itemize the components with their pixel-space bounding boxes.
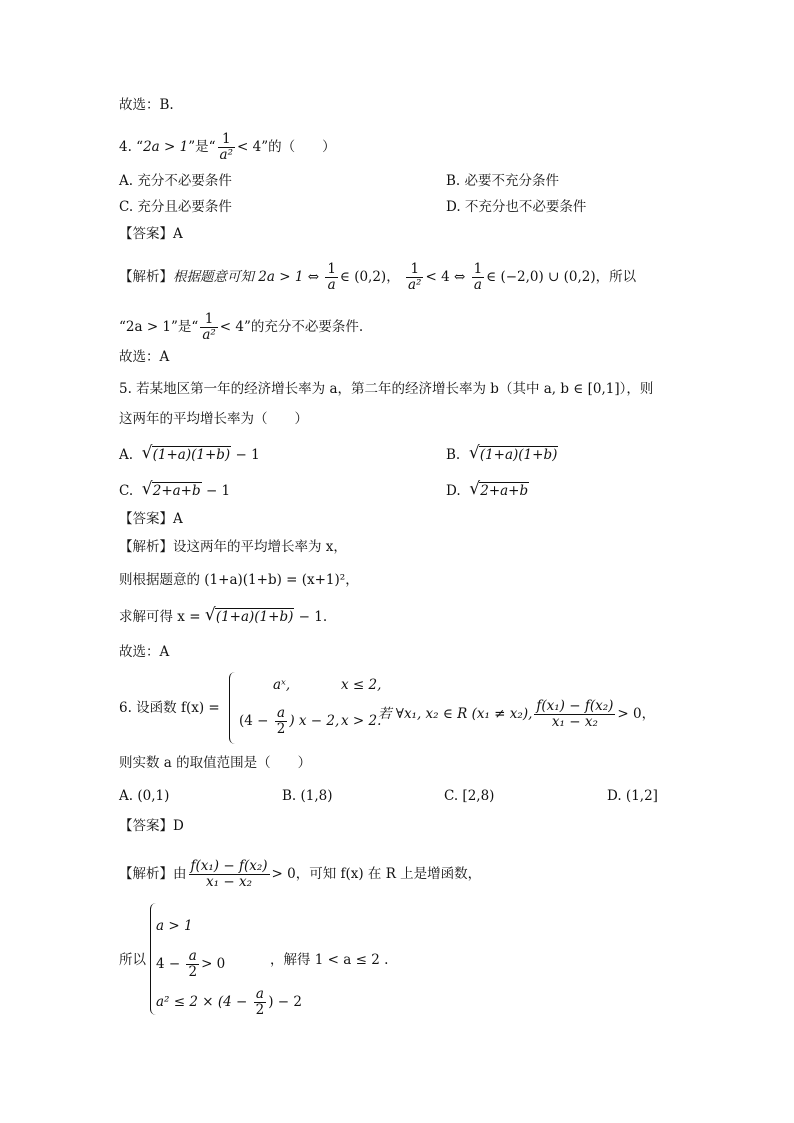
q4-analysis-frac1-num: 1 (327, 261, 336, 277)
q6-analysis-den: x₁ − x₂ (206, 874, 252, 890)
q5-option-c-sqrt (142, 482, 202, 500)
q4-analysis-frac2-den: a² (408, 277, 422, 293)
q6-analysis-tail: > 0，可知 f(x) 在 R 上是增函数， (271, 866, 482, 882)
q4-analysis-frac1 (325, 262, 338, 293)
q5-stem-line2: 这两年的平均增长率为（ ） (119, 411, 308, 427)
q6-case2-pre: (4 − (239, 713, 273, 729)
q5-option-b-sqrt (469, 446, 559, 464)
q4-analysis-frac2 (406, 262, 423, 293)
q6-sys-result: ，解得 1 < a ≤ 2 . (270, 952, 389, 968)
q4-prefix: 4. “ (119, 139, 144, 155)
q6-option-b: B. (1,8) (282, 788, 333, 804)
q5-analysis3-prefix: 求解可得 x = (119, 609, 205, 625)
q6-option-a: A. (0,1) (119, 788, 170, 804)
q6-case1-expr: aˣ, (273, 677, 291, 693)
q6-sys-line3-frac (254, 987, 267, 1018)
q6-sys-line3-den: 2 (255, 1002, 265, 1018)
q6-piecewise (229, 672, 382, 744)
previous-answer-line: 故选：B. (119, 97, 174, 113)
q5-option-d-radicand: 2+a+b (480, 483, 529, 499)
q6-case2-frac (275, 706, 288, 737)
q4-mid: ”是“ (188, 139, 216, 155)
q5-option-c-radicand: 2+a+b (152, 483, 201, 499)
q4-frac-num: 1 (218, 132, 235, 148)
q4-frac-den: a² (219, 147, 233, 163)
q6-ineq-tail: > 0， (617, 706, 656, 722)
q5-option-a-tail: − 1 (235, 447, 260, 463)
q6-mid: 若 ∀x₁, x₂ ∈ R (x₁ ≠ x₂), (378, 706, 533, 722)
q6-case2-frac-den: 2 (276, 721, 286, 737)
q5-analysis-line1: 【解析】设这两年的平均增长率为 x， (119, 539, 347, 555)
q5-option-a-label: A. (119, 447, 134, 463)
q6-sys-line2-post: > 0 (201, 956, 226, 972)
q5-analysis3-sqrt (205, 608, 295, 626)
q4-end: 故选：A (119, 349, 170, 365)
q6-option-d: D. (1,2] (607, 788, 658, 804)
q4-analysis-frac3-den: a (473, 277, 482, 293)
q4-analysis-frac3 (472, 262, 485, 293)
q4-suffix: ”的（ ） (261, 139, 336, 155)
q4-analysis-label: 【解析】 (119, 269, 173, 285)
q5-end: 故选：A (119, 644, 170, 660)
q4-answer: 【答案】A (119, 226, 183, 242)
q4-analysis-line2 (119, 312, 363, 343)
q5-analysis3-radicand: (1+a)(1+b) (215, 609, 294, 625)
q6-prefix: 6. 设函数 f(x) = (119, 700, 220, 716)
q4-analysis-text3: < 4 ⇔ (425, 269, 470, 285)
q5-option-b-radicand: (1+a)(1+b) (479, 447, 558, 463)
q4-analysis-frac3-num: 1 (473, 261, 483, 277)
q5-analysis-line3 (119, 608, 327, 626)
q6-analysis-line1 (119, 859, 481, 890)
q6-sys-line2-num: a (186, 949, 199, 965)
q6-sys-line3-post: ) − 2 (268, 994, 302, 1010)
q5-option-b (446, 446, 558, 464)
q6-case1-cond: x ≤ 2, (341, 677, 382, 693)
q5-stem-line1: 5. 若某地区第一年的经济增长率为 a，第二年的经济增长率为 b（其中 a, b ∈ [0,1]），则 (119, 381, 654, 397)
q6-case2-expr (239, 706, 339, 737)
q4-analysis-frac1-den: a (327, 277, 336, 293)
q4-analysis-text1: 根据题意可知 2a > 1 ⇔ (173, 269, 324, 285)
q6-sys-line3 (156, 987, 302, 1018)
q4-analysis-frac2-num: 1 (406, 262, 423, 278)
q5-option-d-sqrt (469, 482, 529, 500)
q6-sys-line3-num: a (254, 987, 267, 1003)
q6-analysis-num: f(x₁) − f(x₂) (190, 858, 268, 874)
q4-line2-frac-den: a² (202, 327, 216, 343)
q4-analysis-text2: ∈ (0,2)， (339, 269, 400, 285)
q4-line2-frac-num: 1 (200, 312, 217, 328)
q6-condition (378, 699, 655, 730)
q6-analysis-label: 【解析】由 (119, 866, 187, 882)
q5-option-c-label: C. (119, 483, 134, 499)
q4-line2-frac (200, 312, 217, 343)
q6-option-c: C. [2,8) (444, 788, 495, 804)
q5-option-a-radicand: (1+a)(1+b) (152, 447, 231, 463)
q4-option-b: B. 必要不充分条件 (446, 173, 560, 189)
q6-sys-line2 (156, 949, 225, 980)
q6-ineq-num: f(x₁) − f(x₂) (536, 698, 614, 714)
q6-ineq-frac (534, 699, 615, 730)
q5-option-d-label: D. (446, 483, 461, 499)
q6-sys-line2-frac (186, 949, 199, 980)
q6-sys-line3-pre: a² ≤ 2 × (4 − (156, 994, 252, 1010)
q4-stem (119, 132, 336, 163)
q5-analysis-line2: 则根据题意的 (1+a)(1+b) = (x+1)²， (119, 572, 359, 588)
q4-cond1: 2a > 1 (143, 139, 189, 155)
q4-option-d: D. 不充分也不必要条件 (446, 199, 587, 215)
q6-case2-post: ) x − 2, (289, 713, 340, 729)
q4-option-c: C. 充分且必要条件 (119, 199, 232, 215)
q5-option-a (119, 446, 260, 464)
q6-ineq-den: x₁ − x₂ (551, 714, 598, 730)
q4-analysis-line1 (119, 262, 636, 293)
q5-option-a-sqrt (142, 446, 232, 464)
q6-piecewise-brace (229, 672, 238, 744)
q4-analysis-text4: ∈ (−2,0) ∪ (0,2)，所以 (486, 269, 637, 285)
q6-sys-prefix: 所以 (119, 952, 146, 968)
q6-sys-line1: a > 1 (156, 918, 193, 934)
q5-option-c (119, 482, 230, 500)
q6-sys-line2-den: 2 (188, 964, 198, 980)
q4-cond2: < 4 (236, 139, 262, 155)
q6-case2-frac-num: a (275, 706, 288, 722)
q5-analysis3-tail: − 1. (298, 609, 328, 625)
q5-answer: 【答案】A (119, 511, 183, 527)
q6-line2: 则实数 a 的取值范围是（ ） (119, 755, 312, 771)
q4-fraction (218, 132, 235, 163)
q4-line2-prefix: “2a > 1”是“ (119, 319, 199, 335)
q6-analysis-frac (189, 859, 270, 890)
q5-option-c-tail: − 1 (205, 483, 231, 499)
q4-line2-suffix: < 4”的充分不必要条件. (219, 319, 364, 335)
q5-option-d (446, 482, 529, 500)
q5-option-b-label: B. (446, 447, 461, 463)
q6-answer: 【答案】D (119, 818, 184, 834)
q4-option-a: A. 充分不必要条件 (119, 173, 232, 189)
q6-system (150, 903, 302, 1018)
q6-sys-line2-pre: 4 − (156, 956, 185, 972)
q6-case2-cond: x > 2. (341, 713, 382, 729)
